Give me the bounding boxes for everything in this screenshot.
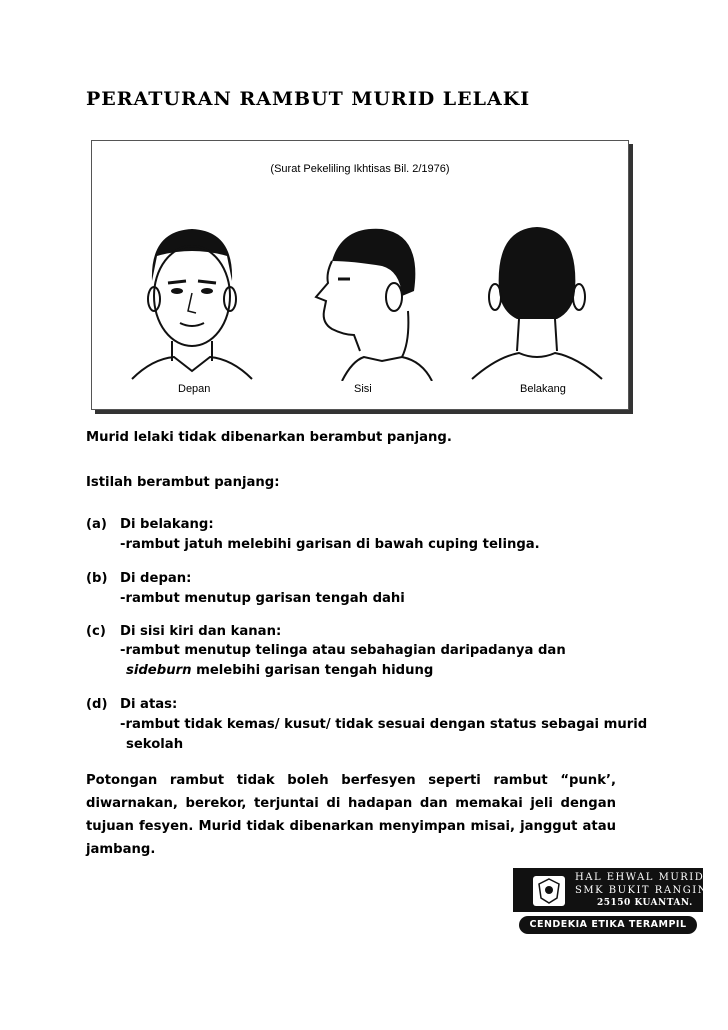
definition-heading: Istilah berambut panjang:: [86, 475, 280, 490]
stamp-line-2: SMK BUKIT RANGIN,: [575, 885, 713, 896]
item-b-line: -rambut menutup garisan tengah dahi: [120, 591, 405, 606]
back-head-icon: [457, 211, 617, 381]
item-d-line-2: sekolah: [126, 737, 184, 752]
sideburn-term: sideburn: [126, 663, 192, 678]
item-c-line-2-rest: melebihi garisan tengah hidung: [191, 663, 434, 678]
caption-sisi: Sisi: [354, 383, 372, 395]
stamp-motto: CENDEKIA ETIKA TERAMPIL: [519, 916, 697, 934]
item-b-marker: (b): [86, 571, 108, 586]
caption-belakang: Belakang: [520, 383, 566, 395]
item-c-line: -rambut menutup telinga atau sebahagian daripadanya dan: [120, 643, 566, 658]
item-d-marker: (d): [86, 697, 108, 712]
school-stamp: [513, 868, 713, 940]
stamp-line-3: 25150 KUANTAN.: [597, 898, 693, 908]
item-a-heading: Di belakang:: [120, 517, 214, 532]
school-logo-icon: [533, 876, 565, 906]
front-head-icon: [112, 211, 272, 381]
intro-text: Murid lelaki tidak dibenarkan berambut panjang.: [86, 430, 452, 445]
item-d-heading: Di atas:: [120, 697, 178, 712]
item-b-heading: Di depan:: [120, 571, 192, 586]
closing-paragraph: Potongan rambut tidak boleh berfesyen seperti rambut “punk’, diwarnakan, berekor, terjuntai di hadapan dan memakai jeli dengan tujuan fesyen. Murid tidak dibenarkan menyimpan misai, janggut atau jambang.: [86, 773, 616, 857]
item-a-marker: (a): [86, 517, 107, 532]
page-title: PERATURAN RAMBUT MURID LELAKI: [86, 88, 531, 110]
item-c-heading: Di sisi kiri dan kanan:: [120, 624, 282, 639]
item-a-line: -rambut jatuh melebihi garisan di bawah cuping telinga.: [120, 537, 540, 552]
hair-guide-figure: [91, 140, 629, 410]
item-d-line: -rambut tidak kemas/ kusut/ tidak sesuai dengan status sebagai murid: [120, 717, 648, 732]
side-head-icon: [282, 211, 442, 381]
stamp-box: [513, 868, 713, 912]
figure-subtitle: (Surat Pekeliling Ikhtisas Bil. 2/1976): [270, 163, 450, 175]
item-c-marker: (c): [86, 624, 106, 639]
item-c-line-2: [126, 663, 433, 678]
stamp-line-1: HAL EHWAL MURID: [575, 872, 705, 883]
caption-depan: Depan: [178, 383, 211, 395]
